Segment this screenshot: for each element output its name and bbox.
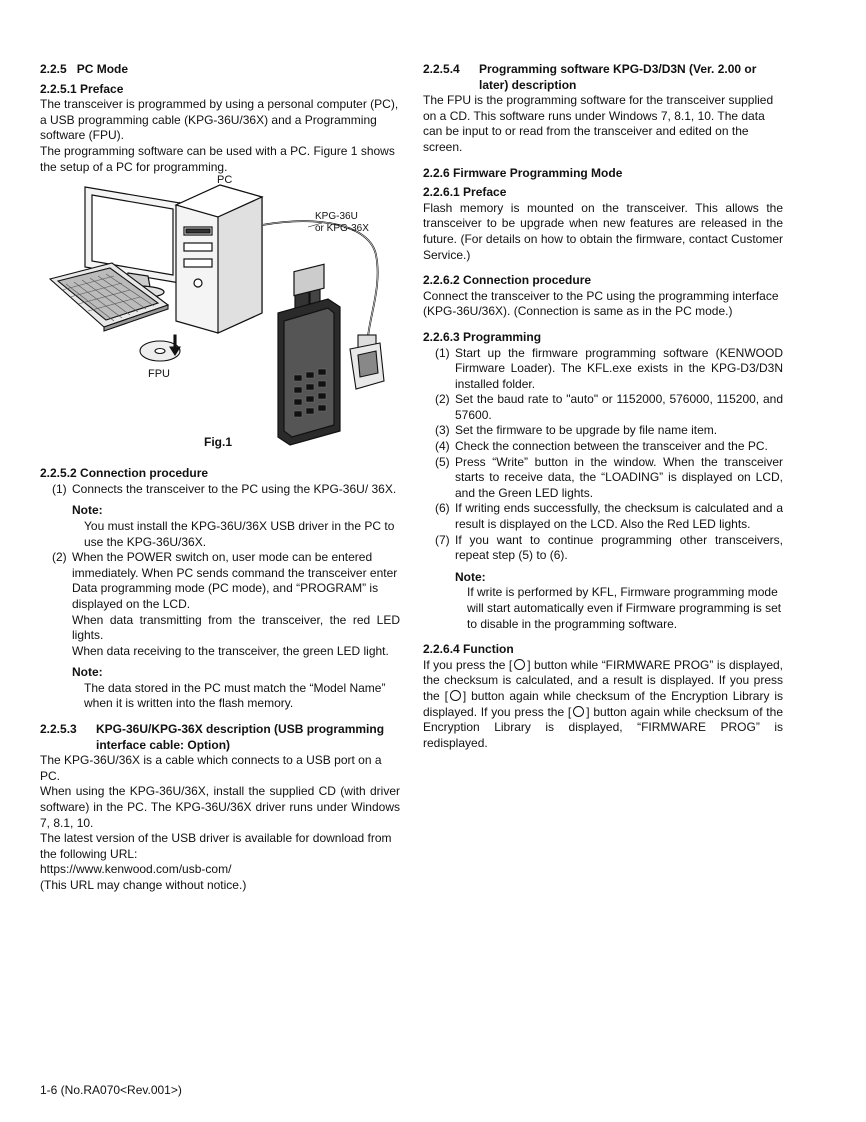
section-2-2-6-3-heading: 2.2.6.3 Programming	[423, 329, 542, 344]
note-label: Note:	[455, 569, 486, 584]
fpu-description: The FPU is the programming software for the transceiver supplied on a CD. This software runs under Windows 7, 8.1, 10. The data can be input to or read from the transceiver and edited on the screen.	[423, 93, 774, 154]
connection-steps	[40, 482, 400, 498]
section-2-2-5-3-heading: 2.2.5.3 KPG-36U/KPG-36X description (USB programming interface cable: Option)	[40, 722, 385, 752]
programming-step: (5) Press “Write” button in the window. When the transceiver starts to receive data, the “LOADING” is displayed on LCD, and the Green LED lights.	[435, 454, 783, 500]
programming-steps	[423, 346, 783, 564]
figure-1-pc-setup	[40, 175, 400, 460]
kpg-description-paragraph-3: The latest version of the USB driver is available for download from the following URL:	[40, 831, 392, 861]
section-2-2-5-2-heading: 2.2.5.2 Connection procedure	[40, 466, 209, 481]
programming-step: (1) Start up the firmware programming software (KENWOOD Firmware Loader). The KFL.exe exists in the KPG-D3/D3N installed folder.	[435, 345, 783, 391]
pc-tower-icon	[176, 185, 262, 333]
left-column	[40, 58, 400, 894]
note-text: If write is performed by KFL, Firmware programming mode will start automatically even if Firmware programming is set to disable in the programming software.	[467, 585, 782, 631]
connection-step-1: (1) Connects the transceiver to the PC using the KPG-36U/ 36X.	[52, 481, 397, 496]
function-description: If you press the [ ] button while “FIRMWARE PROG” is displayed, the checksum is calculated, and a result is displayed. If you press the [ ] button again while checksum of the Encryption Library is displayed. If you press the [ ] button again while checksum of the Encryption Library is displayed, “FIRMWARE PROG” is redisplayed.	[423, 657, 783, 750]
kpg-description-paragraph-1: The KPG-36U/36X is a cable which connects to a USB port on a PC.	[40, 753, 382, 783]
kpg-description-paragraph-2: When using the KPG-36U/36X, install the supplied CD (with driver software) in the PC. The KPG-36U/36X driver runs under Windows 7, 8.1, 10.	[40, 784, 400, 830]
url-notice: (This URL may change without notice.)	[40, 878, 247, 892]
section-2-2-5-4-heading: 2.2.5.4 Programming software KPG-D3/D3N (Ver. 2.00 or later) description	[423, 62, 757, 92]
firmware-connection: Connect the transceiver to the PC using the programming interface (KPG-36U/36X). (Connection is same as in the PC mode.)	[423, 288, 779, 319]
section-number: 2.2.5	[40, 62, 67, 76]
cd-icon	[140, 335, 180, 361]
section-2-2-5-1-heading: 2.2.5.1 Preface	[40, 81, 124, 96]
circle-button-icon	[573, 706, 584, 717]
section-2-2-6-4-heading: 2.2.6.4 Function	[423, 642, 514, 657]
programming-step: (3) Set the firmware to be upgrade by file name item.	[435, 423, 718, 438]
section-2-2-5-heading	[40, 62, 400, 78]
label-cable	[315, 211, 369, 235]
label-pc: PC	[217, 174, 233, 187]
programming-step: (2) Set the baud rate to "auto" or 1152000, 576000, 115200, and 57600.	[435, 392, 783, 422]
transceiver-icon	[278, 264, 340, 445]
circle-button-icon	[514, 659, 525, 670]
programming-step: (6) If writing ends successfully, the checksum is calculated and a result is displayed on the LCD. Also the Red LED lights.	[435, 501, 783, 532]
label-fpu: FPU	[148, 368, 170, 381]
right-column	[423, 58, 783, 751]
note-text: You must install the KPG-36U/36X USB driver in the PC to use the KPG-36U/36X.	[84, 518, 395, 549]
label-cable-line-1: KPG-36U	[315, 211, 358, 223]
figure-caption: Fig.1	[204, 435, 233, 450]
programming-step: (7) If you want to continue programming other transceivers, repeat step (5) to (6).	[435, 532, 783, 563]
usb-driver-url[interactable]: https://www.kenwood.com/usb-com/	[40, 862, 232, 877]
section-title: PC Mode	[76, 62, 129, 76]
section-2-2-6-2-heading: 2.2.6.2 Connection procedure	[423, 273, 592, 288]
label-cable-line-2: or KPG-36X	[315, 223, 369, 235]
connection-step-2: (2) When the POWER switch on, user mode can be entered immediately. When PC sends command the transceiver enter Data programming mode (PC mode), and “PROGRAM” is displayed on the LCD. When data transmitting from the transceiver, the red LED lights. When data receiving to the transceiver, the green LED light.	[52, 550, 400, 658]
section-2-2-6-heading: 2.2.6 Firmware Programming Mode	[423, 165, 623, 180]
preface-paragraph-1: The transceiver is programmed by using a personal computer (PC), a USB programming cable (KPG-36U/36X) and a Programming software (FPU).	[40, 97, 399, 143]
note-label: Note:	[72, 503, 103, 518]
preface-paragraph-2: The programming software can be used with a PC. Figure 1 shows the setup of a PC for programming.	[40, 143, 395, 174]
cable-connector	[350, 335, 384, 389]
circle-button-icon	[450, 690, 461, 701]
note-label: Note:	[72, 665, 103, 680]
firmware-preface: Flash memory is mounted on the transceiver. This allows the transceiver to be upgrade when new features are released in the future. (For details on how to obtain the firmware, contact Customer Service.)	[423, 200, 783, 262]
note-text: The data stored in the PC must match the “Model Name” when it is written into the flash memory.	[84, 680, 386, 711]
programming-step: (4) Check the connection between the transceiver and the PC.	[435, 439, 768, 454]
page-footer: 1-6 (No.RA070<Rev.001>)	[40, 1083, 182, 1097]
section-2-2-6-1-heading: 2.2.6.1 Preface	[423, 185, 507, 200]
